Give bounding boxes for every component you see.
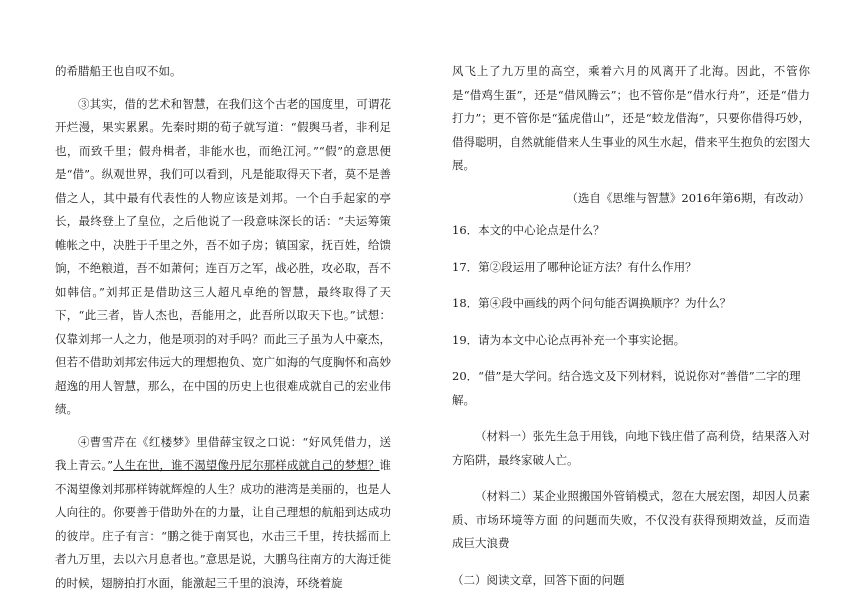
material-2: （材料二）某企业照搬国外管销模式，忽在大展宏图，却因人员素质、市场环境等方面 的问题而失败，不仅没有获得预期效益，反而造成巨大浪费 — [452, 489, 810, 550]
paragraph-4-continued: 风飞上了九万里的高空，乘着六月的风离开了北海。因此，不管你是“借鸡生蛋”，还是“借风腾云”；也不管你是“借水行舟”，还是“借力打力”；更不管你是“猛虎借山”，还是“蛟龙借海”，只要你借得巧妙，借得聪明，自然就能借来人生事业的风生水起，借来平生抱负的宏图大展。 — [452, 64, 810, 172]
paragraph-fragment: 的希腊船王也自叹不如。 — [55, 64, 182, 78]
paragraph-4 — [55, 431, 391, 596]
paragraph-4-rest: 谁不渴望像刘邦那样铸就辉煌的人生？成功的港湾是美丽的，也是人人向往的。你要善于借助外在的力量，让自己理想的航船到达成功的彼岸。庄子有言：“鹏之徙于南冥也，水击三千里，抟扶摇而上者九万里，去以六月息者也。”意思是说，大鹏鸟往南方的大海迁徙的时候，翅膀拍打水面，能激起三千里的浪涛，环绕着旋 — [55, 458, 391, 590]
right-column — [452, 60, 810, 592]
underlined-question: 人生在世，谁不渴望像丹尼尔那样成就自己的梦想？ — [113, 458, 380, 472]
question-17: 17．第②段运用了哪种论证方法？有什么作用？ — [452, 259, 697, 274]
question-19: 19．请为本文中心论点再补充一个事实论据。 — [452, 332, 686, 347]
question-list — [452, 219, 810, 412]
question-18: 18．第④段中画线的两个问句能否调换顺序？为什么？ — [452, 296, 732, 310]
question-20: 20．“借”是大学问。结合选文及下列材料，说说你对“善借”二字的理解。 — [452, 369, 801, 407]
left-column — [55, 60, 391, 595]
paragraph-3: ③其实，借的艺术和智慧，在我们这个古老的国度里，可谓花开烂漫，果实累累。先秦时期的荀子就写道：“假舆马者，非利足也，而致千里；假舟楫者，非能水也，而绝江河。”“假”的意思便是“借”。纵观世界，我们可以看到，凡是能取得天下者，莫不是善借之人，其中最有代表性的人物应该是刘邦。一个白手起家的亭长，最终登上了皇位，之后他说了一段意味深长的话：“夫运筹策帷帐之中，决胜于千里之外，吾不如子房；镇国家，抚百姓，给馈饷，不绝粮道，吾不如萧何；连百万之军，战必胜，攻必取，吾不如韩信。”刘邦正是借助这三人超凡卓绝的智慧，最终取得了天下，“此三者，皆人杰也，吾能用之，此吾所以取天下也。”试想：仅靠刘邦一人之力，他是项羽的对手吗？而此三子虽为人中豪杰，但若不借助刘邦宏伟远大的理想抱负、宽广如海的气度胸怀和高妙超逸的用人智慧，那么，在中国的历史上也很难成就自己的宏业伟绩。 — [55, 96, 391, 416]
section-heading: （二）阅读文章，回答下面的问题 — [452, 572, 625, 587]
material-1: （材料一）张先生急于用钱，向地下钱庄借了高利贷，结果落入对方陷阱，最终家破人亡。 — [452, 429, 810, 467]
paragraph-4-intro: ④曹雪芹在《红楼梦》里借薛宝钗之口说：“好风凭借力，送我上青云。” — [55, 434, 391, 472]
source-citation: （选自《思维与智慧》2016年第6期，有改动） — [566, 190, 810, 205]
question-16: 16．本文的中心论点是什么？ — [452, 223, 605, 237]
